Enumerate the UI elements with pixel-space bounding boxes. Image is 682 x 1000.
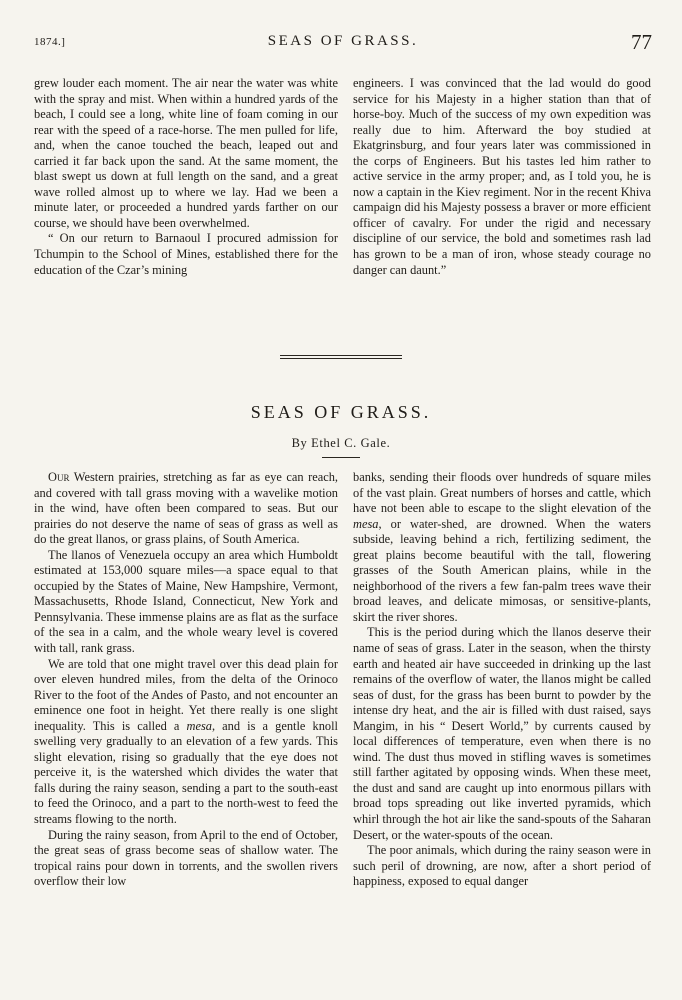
running-head <box>34 30 652 56</box>
text-run: banks, sending their floods over hundreds of square miles of the vast plain. Great numbers of horses and cattle, which have not been able to escape to the slight elevation of the <box>353 470 651 516</box>
paragraph: grew louder each moment. The air near the water was white with the spray and mist. When within a hundred yards of the beach, I could see a long, white line of foam coming in our rear with the speed of a race-horse. The men pulled for life, and, when the canoe touched the beach, leaped out and carried it far back upon the sand. At the same moment, the blast swept us down at full length on the sand, and a great wave rolled almost up to where we lay. Had we been a minute later, or proceeded a hundred yards farther on our course, we should have been overwhelmed. <box>34 76 338 230</box>
section-divider <box>280 355 402 356</box>
paragraph: During the rainy season, from April to the end of October, the great seas of grass become seas of shallow water. The tropical rains pour down in torrents, and the swollen rivers overflow their low <box>34 827 338 889</box>
lead-text: Western prairies, stretching as far as eye can reach, and covered with tall grass moving with a wavelike motion in the wind, have often been compared to seas. But our prairies do not deserve the name of seas of grass as well as do the great llanos, or grass plains, of South America. <box>34 470 338 547</box>
previous-article-column-right <box>353 76 651 278</box>
running-title: SEAS OF GRASS. <box>267 33 419 49</box>
issue-date: 1874.] <box>34 36 66 48</box>
italic-term: mesa <box>186 718 212 733</box>
paragraph: “ On our return to Barnaoul I procured admission for Tchumpin to the School of Mines, established there for the education of the Czar’s mining <box>34 231 338 277</box>
paragraph: This is the period during which the llanos deserve their name of seas of grass. Later in the season, when the thirsty earth and heated air have succeeded in drinking up the last remains of the overflow of water, the llanos might be called seas of dust, for the grass has been burnt to powder by the intense dry heat, and the air is filled with dust raised, says Mangim, in his “ Desert World,” by currents caused by local differences of temperature, even when there is no wind. The dust thus moved in stifling waves is sometimes still farther agitated by opposing winds. When these meet, the dust and sand are caught up into enormous pillars with broad tops spreading out like inverted pyramids, which whirl through the hot air like the sand-spouts of the Saharan Desert, or the water-spouts of the ocean. <box>353 625 651 842</box>
lead-word: Our <box>48 470 70 484</box>
paragraph: engineers. I was convinced that the lad would do good service for his Majesty in a higher station than that of horse-boy. Much of the success of my own expedition was really due to him. Afterward the boy studied at Ekatgrinsburg, and four years later was commissioned in the corps of Engineers. But his tastes led him rather to active service in the army proper; and, as I told you, he is now a captain in the Kiev regiment. Nor in the recent Khiva campaign did his Majesty possess a braver or more efficient officer of cavalry. For under the rigid and necessary discipline of our service, the bold and sometimes rash lad has grown to be a man of iron, whose steady courage no danger can daunt.” <box>353 76 651 277</box>
paragraph <box>34 470 338 548</box>
article-title: SEAS OF GRASS. <box>250 402 432 422</box>
text-run: , and is a gentle knoll swelling very gradually to an elevation of a few yards. This slight elevation, rising so gradually that the eye does not perceive it, is the watershed which divides the water that falls during the rainy season, sending a part to the south-east to feed the Orinoco, and a part to the north-west to feed the streams flowing to the north. <box>34 718 338 827</box>
byline: By Ethel C. Gale. <box>291 436 391 450</box>
text-run: We are told that one might travel over this dead plain for over eleven hundred miles, from the delta of the Orinoco River to the foot of the Andes of Pasto, and not encounter an eminence one foot in height. Yet there really is one slight inequality. This is called a <box>34 656 338 733</box>
paragraph <box>34 657 338 828</box>
page-number: 77 <box>631 30 652 54</box>
paragraph: The poor animals, which during the rainy season were in such peril of drowning, are now, after a short period of happiness, exposed to equal danger <box>353 843 651 889</box>
text-run: , or water-shed, are drowned. When the waters subside, leaving behind a rich, fertilizing sediment, the great plains become beautiful with the tall, flowering grasses of the South American plains, while in the neighborhood of the rivers a few fan-palm trees wave their broad leaves, and delicate mimosas, or sensitive-plants, skirt the river shores. <box>353 516 651 624</box>
paragraph: The llanos of Venezuela occupy an area which Humboldt estimated at 153,000 square miles—a space equal to that occupied by the States of Maine, New Hampshire, Vermont, Massachusetts, Rhode Island, Connecticut, New York and Pennsylvania. These immense plains are as flat as the surface of the sea in a calm, and the whole weary level is covered with tall, rank grass. <box>34 547 338 656</box>
article-column-left <box>34 470 338 890</box>
previous-article-column-left <box>34 76 338 278</box>
byline-rule <box>322 457 360 458</box>
article-column-right <box>353 470 651 890</box>
paragraph <box>353 470 651 625</box>
italic-term: mesa <box>353 516 379 531</box>
